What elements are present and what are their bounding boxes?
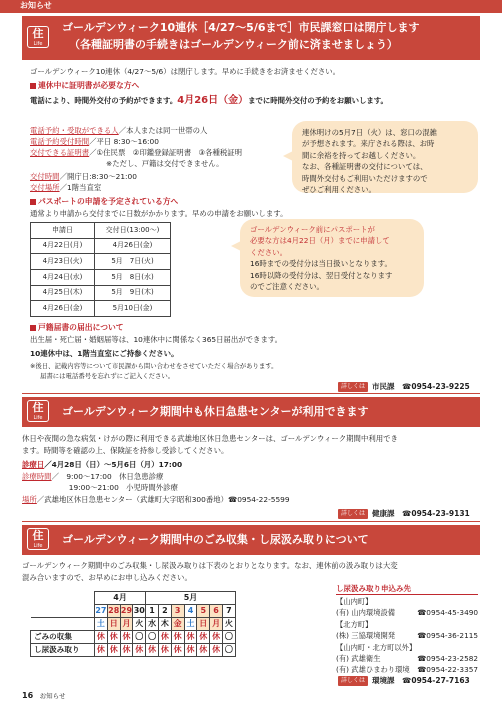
life-icon: 住 Life (27, 26, 49, 48)
period: 診療日／4月28日（日）〜5月6日（月）17:00 (22, 460, 183, 469)
list-item: 【山内町・北方町以外】 (336, 642, 417, 652)
section-band (0, 0, 502, 13)
phone-link[interactable]: ☎0954-27-7163 (402, 676, 470, 685)
koseki-note-2: 届書には電話番号を忘れずにご記入ください。 (40, 372, 175, 380)
divider (22, 521, 480, 522)
body-line-1: ゴールデンウィーク期間中のごみ収集・し尿汲み取りは下表のとおりとなります。なお、連休前の汲み取りは大変 (22, 561, 398, 570)
koseki-line-2: 10連休中は、1階当直室にご持参ください。 (30, 349, 179, 358)
phone-link[interactable]: ☎0954-23-9225 (402, 382, 470, 391)
info-hours: 電話予約受付時間／平日 8:30〜16:00 (30, 137, 159, 146)
life-icon: 住 Life (27, 400, 49, 422)
passport-table (30, 222, 171, 317)
bar-heading-certificates: 連休中に証明書が必要な方へ (30, 81, 139, 92)
issue-place: 交付場所／1階当直室 (30, 183, 102, 192)
list-item: 【北方町】 (336, 619, 373, 629)
info-note: ※ただし、戸籍は交付できません。 (106, 159, 224, 168)
contact-shiminka: 詳しくは 市民課 ☎0954-23-9225 (338, 382, 470, 392)
page-footer (22, 691, 65, 702)
phone-link[interactable]: ☎0954-23-9131 (402, 509, 470, 518)
life-icon: 住 Life (27, 528, 49, 550)
info-who: 電話予約・受取ができる人／本人または同一世帯の人 (30, 126, 208, 135)
reservation-notice: 電話により、時間外交付の予約ができます。4月26日（金）までに時間外交付の予約をお願いします。 (30, 95, 388, 106)
gomi-row: ごみの収集 休 休 休 〇 〇 休 休 休 休 休 〇 (31, 631, 236, 644)
month-row: 4月 5月 (31, 592, 236, 605)
section-header-kenko (22, 397, 480, 427)
place: 場所／武雄地区休日急患センター（武雄町大字昭和300番地）☎0954-22-5599 (22, 495, 290, 504)
bar-heading-koseki: 戸籍届書の届出について (30, 323, 124, 334)
list-item: (有) 武雄衛生 ☎0954-23-2582 (336, 654, 478, 664)
callout-may7: 連休明けの5月7日（火）は、窓口の混雑 が予想されます。来庁される際は、お時 間に余裕を持ってお越しください。 なお、各種証明書の交付については、 時間外交付もご利用いただけますので ぜひご利用ください。 (292, 121, 478, 193)
shinyo-row: し尿汲み取り 休 休 休 休 休 休 休 休 休 休 〇 (31, 644, 236, 657)
body-line-2: 混み合いますので、お早めにお申し込みください。 (22, 573, 192, 582)
divider (22, 393, 480, 394)
section-title: ゴールデンウィーク期間中のごみ収集・し尿汲み取りについて (62, 533, 369, 546)
issue-time: 交付時間／開庁日:8:30〜21:00 (30, 172, 137, 181)
contact-tag: 詳しくは (338, 382, 368, 392)
list-item: 【山内町】 (336, 597, 373, 606)
callout-passport: ゴールデンウィーク前にパスポートが 必要な方は4月22日（月）までに申請して ください。 16時までの受付分は当日扱いとなります。 16時以降の受付分は、翌日受付となります のでご注意ください。 (240, 219, 424, 297)
koseki-line-1: 出生届・死亡届・婚姻届等は、10連休中に関係なく365日届出ができます。 (30, 335, 283, 344)
weekday-row: 土 日 月 火 水 木 金 土 日 月 火 (31, 618, 236, 631)
body-line-1: 休日や夜間の急な病気・けがの際に利用できる武雄地区休日急患センターは、ゴールデンウィーク期間中利用でき (22, 434, 398, 443)
day-row: 27 28 29 30 1 2 3 4 5 6 7 (31, 605, 236, 618)
table-row: 4月22日(月) 4月26日(金) (31, 238, 171, 254)
contact-tag: 詳しくは (338, 509, 368, 519)
section-title: ゴールデンウィーク10連休［4/27〜5/6まで］市民課窓口は閉庁します (62, 21, 420, 34)
contact-kenko: 詳しくは 健康課 ☎0954-23-9131 (338, 509, 470, 519)
hours: 診療時間／ 9:00〜17:00 休日急患診療 (22, 472, 164, 481)
bar-heading-passport: パスポートの申請を予定されている方へ (30, 197, 178, 208)
koseki-note-1: ※後日、記載内容等について市民課から問い合わせをさせていただく場合があります。 (30, 362, 278, 370)
list-item: (有) 武雄ひまわり環境 ☎0954-22-3357 (336, 665, 478, 675)
table-row: 4月23日(火) 5月 7日(火) (31, 254, 171, 270)
body-line-2: ます。時間等を確認の上、保険証を持参し受診してください。 (22, 446, 229, 455)
table-header-row: 申請日 交付日(13:00〜) (31, 223, 171, 239)
contact-tag: 詳しくは (338, 676, 368, 686)
section-subtitle: （各種証明書の手続きはゴールデンウィーク前に済ませましょう） (69, 38, 398, 51)
section-header-shiminka (22, 16, 480, 60)
list-item: (有) 山内環境設備 ☎0954-45-3490 (336, 608, 478, 618)
list-item: (株) 三協環境開発 ☎0954-36-2115 (336, 631, 478, 641)
list-title: し尿汲み取り申込み先 (336, 584, 478, 595)
collection-schedule-table (30, 591, 236, 657)
contact-list (336, 596, 478, 676)
footer-label: お知らせ (39, 692, 66, 700)
table-row: 4月26日(金) 5月10日(金) (31, 301, 171, 317)
info-certificates: 交付できる証明書／①住民票 ②印鑑登録証明書 ③各種税証明 (30, 148, 243, 157)
table-row: 4月25日(木) 5月 9日(木) (31, 285, 171, 301)
band-label: お知らせ (20, 1, 52, 10)
section-header-gomi (22, 525, 480, 555)
page-number: 16 (22, 691, 34, 700)
hours-2: 19:00〜21:00 小児時間外診療 (54, 483, 178, 492)
table-row: 4月24日(水) 5月 8日(水) (31, 270, 171, 286)
section-title: ゴールデンウィーク期間中も休日急患センターが利用できます (62, 405, 369, 418)
contact-kankyo: 詳しくは 環境課 ☎0954-27-7163 (338, 676, 470, 686)
intro-text: ゴールデンウィーク10連休（4/27〜5/6）は閉庁します。早めに手続きをお済ませください。 (30, 67, 341, 76)
passport-text: 通常より申請から交付までに日数がかかります。早めの申請をお願いします。 (30, 209, 288, 218)
